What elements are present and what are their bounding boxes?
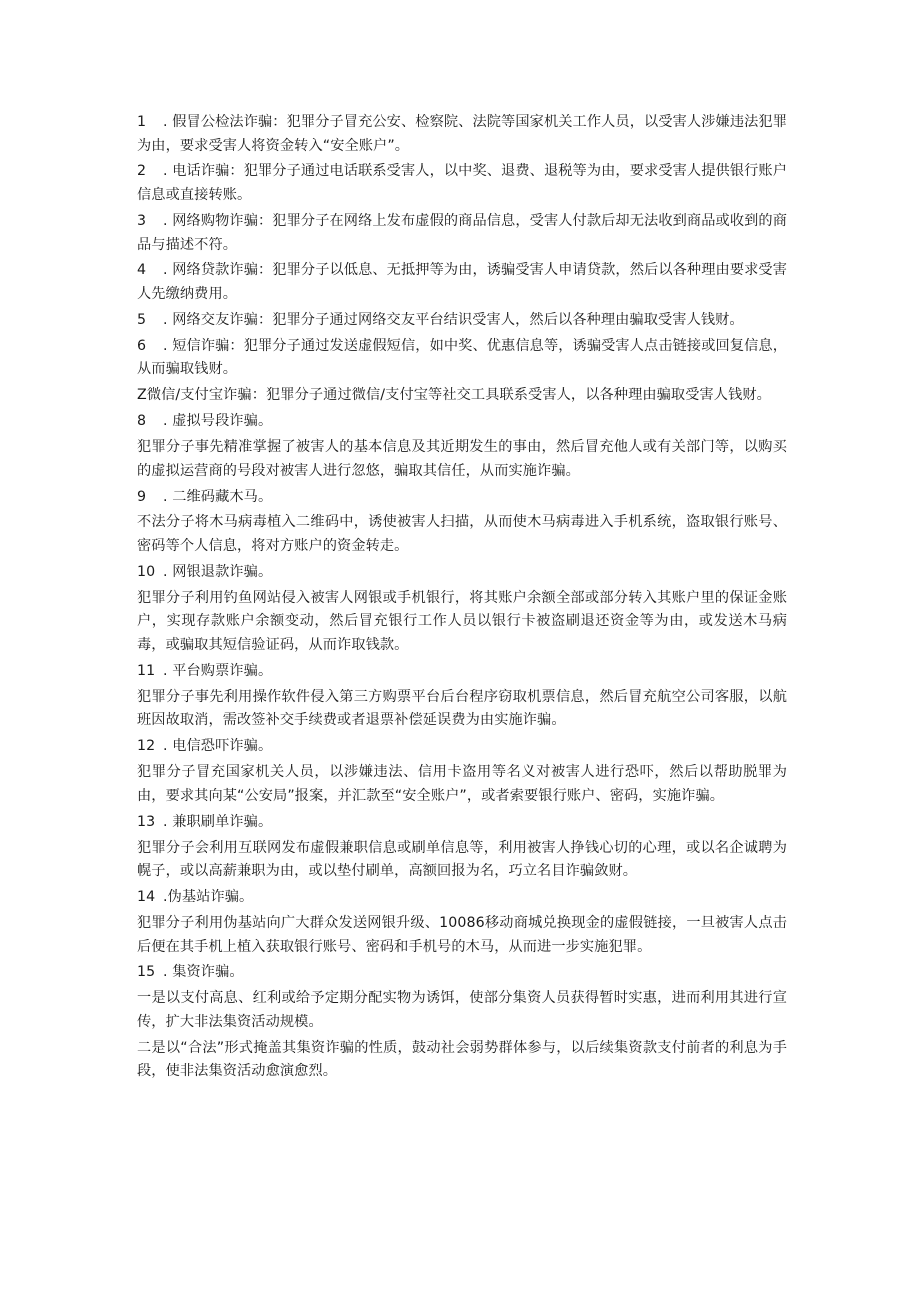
paragraph-text: 一是以支付高息、红利或给予定期分配实物为诱饵，使部分集资人员获得暂时实惠，进而利用其进行宣传，扩大非法集资活动规模。 [137,990,787,1030]
paragraph-text: . 虚拟号段诈骗。 [163,413,273,430]
item-number: 10 [137,563,156,580]
paragraph-8 [137,410,787,434]
paragraph-text: . 二维码藏木马。 [163,488,273,505]
item-number: 1 [137,114,147,130]
paragraph-2 [137,160,787,207]
paragraph-8-body [137,436,787,483]
paragraph-text: . 集资诈骗。 [163,964,244,981]
item-number: 6 [137,337,147,354]
paragraph-text: . 网络购物诈骗：犯罪分子在网络上发布虚假的商品信息，受害人付款后却无法收到商品或收到的商品与描述不符。 [137,212,787,253]
paragraph-14 [137,886,787,910]
paragraph-text: 犯罪分子事先精准掌握了被害人的基本信息及其近期发生的事由，然后冒充他人或有关部门等，以购买的虚拟运营商的号段对被害人进行忽悠，骗取其信任，从而实施诈骗。 [137,439,787,479]
paragraph-13-body [137,837,787,884]
item-number: 8 [137,413,147,430]
paragraph-7 [137,384,787,408]
paragraph-text: 犯罪分子会利用互联网发布虚假兼职信息或刷单信息等，利用被害人挣钱心切的心理，或以名企诚聘为幌子，或以高薪兼职为由，或以垫付刷单，高额回报为名，巧立名目诈骗敛财。 [137,839,787,880]
paragraph-text: 犯罪分子利用钓鱼网站侵入被害人网银或手机银行，将其账户余额全部或部分转入其账户里的保证金账户，实现存款账户余额变动，然后冒充银行工作人员以银行卡被盗刷退还资金等为由，或发送木马病毒，或骗取其短信验证码，从而诈取钱款。 [137,589,787,654]
paragraph-text: . 平台购票诈骗。 [163,662,273,679]
paragraph-text: . 电信恐吓诈骗。 [163,738,273,755]
paragraph-15-body-1 [137,987,787,1034]
paragraph-text: . 电话诈骗：犯罪分子通过电话联系受害人，以中奖、退费、退税等为由，要求受害人提供银行账户信息或直接转账。 [137,163,787,204]
paragraph-13 [137,811,787,835]
paragraph-text: . 网络交友诈骗：犯罪分子通过网络交友平台结识受害人，然后以各种理由骗取受害人钱财。 [163,311,744,328]
paragraph-text: . 假冒公检法诈骗：犯罪分子冒充公安、检察院、法院等国家机关工作人员，以受害人涉嫌违法犯罪为由，要求受害人将资金转入“安全账户”。 [137,114,787,154]
paragraph-10-body [137,587,787,658]
document-body [137,111,787,1086]
item-number: 13 [137,813,156,830]
item-number: 4 [137,262,147,279]
paragraph-4 [137,259,787,306]
item-number: 11 [137,662,156,679]
paragraph-text: 犯罪分子利用伪基站向广大群众发送网银升级、10086移动商城兑换现金的虚假链接，一旦被害人点击后便在其手机上植入获取银行账号、密码和手机号的木马，从而进一步实施犯罪。 [137,914,787,955]
paragraph-text: . 兼职刷单诈骗。 [163,813,273,830]
item-number: 9 [137,488,147,505]
paragraph-text: . 网络贷款诈骗：犯罪分子以低息、无抵押等为由，诱骗受害人申请贷款，然后以各种理由要求受害人先缴纳费用。 [137,262,787,303]
paragraph-text: Z微信/支付宝诈骗：犯罪分子通过微信/支付宝等社交工具联系受害人，以各种理由骗取受害人钱财。 [137,387,771,404]
paragraph-3 [137,210,787,257]
paragraph-10 [137,561,787,585]
paragraph-text: 不法分子将木马病毒植入二维码中，诱使被害人扫描，从而使木马病毒进入手机系统，盗取银行账号、密码等个人信息，将对方账户的资金转走。 [137,514,787,555]
paragraph-text: 犯罪分子冒充国家机关人员，以涉嫌违法、信用卡盗用等名义对被害人进行恐吓，然后以帮助脱罪为由，要求其向某“公安局”报案，并汇款至“安全账户”，或者索要银行账户、密码，实施诈骗。 [137,764,787,804]
item-number: 2 [137,163,147,180]
paragraph-9-body [137,511,787,558]
item-number: 5 [137,311,147,328]
paragraph-14-body [137,912,787,959]
item-number: 14 [137,889,156,906]
paragraph-11 [137,660,787,684]
paragraph-12 [137,735,787,759]
paragraph-5 [137,309,787,333]
paragraph-text: . 短信诈骗：犯罪分子通过发送虚假短信，如中奖、优惠信息等，诱骗受害人点击链接或回复信息，从而骗取钱财。 [137,337,787,378]
paragraph-11-body [137,686,787,733]
paragraph-15 [137,961,787,985]
paragraph-6 [137,335,787,382]
item-number: 15 [137,964,156,981]
paragraph-text: . 网银退款诈骗。 [163,563,273,580]
paragraph-12-body [137,761,787,808]
paragraph-15-body-2 [137,1037,787,1084]
item-number: 3 [137,212,147,229]
paragraph-text: 二是以“合法”形式掩盖其集资诈骗的性质，鼓动社会弱势群体参与，以后续集资款支付前者的利息为手段，使非法集资活动愈演愈烈。 [137,1039,787,1080]
paragraph-1 [137,111,787,158]
paragraph-9 [137,486,787,510]
paragraph-text: 犯罪分子事先利用操作软件侵入第三方购票平台后台程序窃取机票信息，然后冒充航空公司客服，以航班因故取消，需改签补交手续费或者退票补偿延误费为由实施诈骗。 [137,688,787,729]
paragraph-text: .伪基站诈骗。 [163,889,254,906]
item-number: 12 [137,738,156,755]
